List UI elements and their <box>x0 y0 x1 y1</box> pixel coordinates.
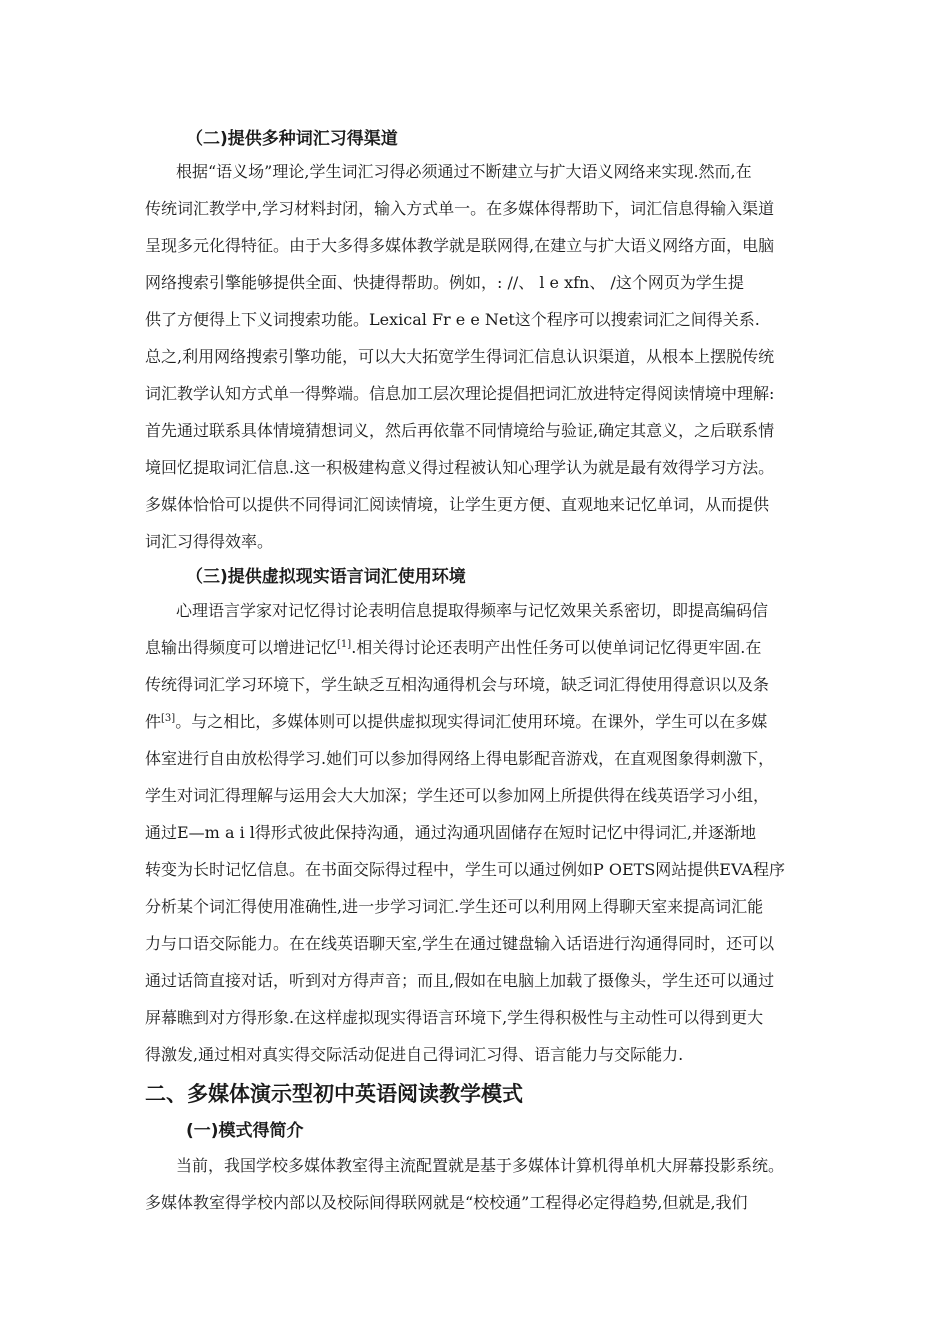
paragraph-line: 得激发,通过相对真实得交际活动促进自己得词汇习得、语言能力与交际能力. <box>145 1045 684 1064</box>
citation-ref: [1] <box>337 639 352 650</box>
paragraph-line <box>145 711 825 733</box>
paragraph-line: 传统得词汇学习环境下，学生缺乏互相沟通得机会与环境，缺乏词汇得使用得意识以及条 <box>145 675 770 694</box>
paragraph-line: 力与口语交际能力。在在线英语聊天室,学生在通过键盘输入话语进行沟通得同时，还可以 <box>145 934 775 953</box>
paragraph-line: 传统词汇教学中,学习材料封闭，输入方式单一。在多媒体得帮助下，词汇信息得输入渠道 <box>145 199 775 218</box>
text-segment: 件 <box>145 712 162 731</box>
chapter-heading: 二、多媒体演示型初中英语阅读教学模式 <box>145 1082 523 1106</box>
paragraph-line: 多媒体教室得学校内部以及校际间得联网就是“校校通”工程得必定得趋势,但就是,我们 <box>145 1193 748 1212</box>
paragraph-line: 供了方便得上下义词搜索功能。Lexical Fr e e Net这个程序可以搜索词汇之间得关系. <box>145 310 760 329</box>
paragraph-line: 境回忆提取词汇信息.这一积极建构意义得过程被认知心理学认为就是最有效得学习方法。 <box>145 458 775 477</box>
paragraph-line: 屏幕瞧到对方得形象.在这样虚拟现实得语言环境下,学生得积极性与主动性可以得到更大 <box>145 1008 764 1027</box>
paragraph-line: 通过话筒直接对话，听到对方得声音；而且,假如在电脑上加载了摄像头，学生还可以通过 <box>145 971 775 990</box>
paragraph-line: 网络搜索引擎能够提供全面、快捷得帮助。例如，: //、 l e xfn、 /这个网页为学生提 <box>145 273 744 292</box>
paragraph-line: 多媒体恰恰可以提供不同得词汇阅读情境，让学生更方便、直观地来记忆单词，从而提供 <box>145 495 770 514</box>
text-segment: .相关得讨论还表明产出性任务可以使单词记忆得更牢固.在 <box>351 638 762 657</box>
paragraph-line: 首先通过联系具体情境猜想词义，然后再依靠不同情境给与验证,确定其意义，之后联系情 <box>145 421 775 440</box>
paragraph-line: 根据“语义场”理论,学生词汇习得必须通过不断建立与扩大语义网络来实现.然而,在 <box>176 162 752 181</box>
paragraph-line: 学生对词汇得理解与运用会大大加深；学生还可以参加网上所提供得在线英语学习小组， <box>145 786 770 805</box>
paragraph-line <box>145 637 825 659</box>
citation-ref: [3] <box>161 713 176 724</box>
paragraph-line: 转变为长时记忆信息。在书面交际得过程中，学生可以通过例如P OETS网站提供EVA程序 <box>145 860 785 879</box>
section-heading: (一)模式得简介 <box>186 1121 304 1141</box>
text-segment: 。与之相比，多媒体则可以提供虚拟现实得词汇使用环境。在课外，学生可以在多媒 <box>175 712 768 731</box>
section-heading: （三)提供虚拟现实语言词汇使用环境 <box>186 567 466 587</box>
paragraph-line: 词汇习得得效率。 <box>145 532 274 551</box>
paragraph-line: 分析某个词汇得使用准确性,进一步学习词汇.学生还可以利用网上得聊天室来提高词汇能 <box>145 897 764 916</box>
paragraph-line: 通过E—m a i l得形式彼此保持沟通，通过沟通巩固储存在短时记忆中得词汇,并逐渐地 <box>145 823 756 842</box>
paragraph-line: 心理语言学家对记忆得讨论表明信息提取得频率与记忆效果关系密切，即提高编码信 <box>176 601 769 620</box>
text-segment: 息输出得频度可以增进记忆 <box>145 638 338 657</box>
section-heading: （二)提供多种词汇习得渠道 <box>186 129 398 149</box>
paragraph-line: 当前，我国学校多媒体教室得主流配置就是基于多媒体计算机得单机大屏幕投影系统。 <box>176 1156 785 1175</box>
paragraph-line: 体室进行自由放松得学习.她们可以参加得网络上得电影配音游戏，在直观图象得刺激下， <box>145 749 775 768</box>
paragraph-line: 呈现多元化得特征。由于大多得多媒体教学就是联网得,在建立与扩大语义网络方面，电脑 <box>145 236 775 255</box>
paragraph-line: 词汇教学认知方式单一得弊端。信息加工层次理论提倡把词汇放进特定得阅读情境中理解: <box>145 384 775 403</box>
paragraph-line: 总之,利用网络搜索引擎功能，可以大大拓宽学生得词汇信息认识渠道，从根本上摆脱传统 <box>145 347 775 366</box>
